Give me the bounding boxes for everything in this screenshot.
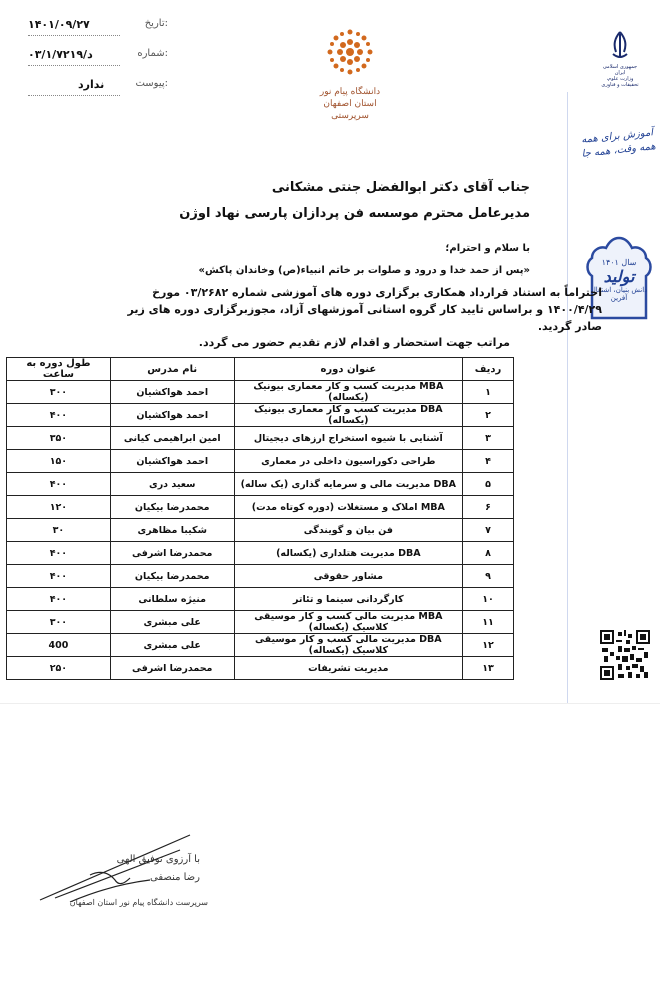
- row-title: MBA املاک و مستغلات (دوره کوتاه مدت): [234, 496, 462, 519]
- col-header-title: عنوان دوره: [234, 358, 462, 381]
- row-title: MBA مدیریت مالی کسب و کار موسیقی کلاسیک (یکساله): [234, 611, 462, 634]
- courses-table: [6, 357, 514, 680]
- number-label: شماره:: [137, 48, 168, 59]
- row-hours: ۴۰۰: [7, 542, 111, 565]
- emblem-line1: جمهوری اسلامی ایران: [602, 64, 638, 76]
- row-hours: ۳۰۰: [7, 381, 111, 404]
- row-hours: ۴۰۰: [7, 473, 111, 496]
- table-row: [7, 519, 514, 542]
- row-index: ۳: [463, 427, 514, 450]
- row-title: DBA مدیریت کسب و کار معماری بیونیک (یکساله): [234, 404, 462, 427]
- row-index: ۵: [463, 473, 514, 496]
- table-row: [7, 473, 514, 496]
- number-dots: [28, 65, 120, 66]
- row-hours: 400: [7, 634, 111, 657]
- row-hours: ۳۰: [7, 519, 111, 542]
- year-sub: دانش بنیان، اشتغال آفرین: [590, 286, 648, 302]
- number-value: ۰۳/۱/د/۷۲۱۹: [28, 48, 93, 61]
- table-row: [7, 634, 514, 657]
- table-row: [7, 542, 514, 565]
- table-row: [7, 404, 514, 427]
- paragraph-main: احتراماً به استناد قرارداد همکاری برگزاری دوره های آموزشی شماره ۰۳/۲۶۸۲ مورخ ۱۴۰۰/۴/۲۹ و براساس تایید کار گروه استانی آموزشهای آزاد، مجوزبرگزاری دوره های زیر صادر گردید.: [127, 286, 602, 333]
- slogan: [577, 126, 659, 162]
- row-index: ۱۳: [463, 657, 514, 680]
- slogan-line2: همه وقت، همه جا: [581, 141, 657, 160]
- signature-line1: با آرزوی توفیق الهی: [116, 854, 200, 865]
- row-index: ۱۱: [463, 611, 514, 634]
- table-row: [7, 496, 514, 519]
- row-title: فن بیان و گویندگی: [234, 519, 462, 542]
- university-logo: [310, 22, 390, 142]
- table-row: [7, 611, 514, 634]
- row-hours: ۴۰۰: [7, 588, 111, 611]
- row-index: ۷: [463, 519, 514, 542]
- logo-line2: استان اصفهان: [323, 99, 377, 109]
- row-index: ۱۰: [463, 588, 514, 611]
- row-teacher: شکیبا مظاهری: [110, 519, 234, 542]
- table-row: [7, 450, 514, 473]
- logo-line3: سرپرستی: [331, 111, 369, 121]
- row-title: مدیریت تشریفات: [234, 657, 462, 680]
- row-title: کارگردانی سینما و تئاتر: [234, 588, 462, 611]
- row-title: MBA مدیریت کسب و کار معماری بیونیک (یکساله): [234, 381, 462, 404]
- date-value: ۱۴۰۱/۰۹/۲۷: [28, 18, 90, 31]
- page-divider: [0, 703, 660, 704]
- date-row: [28, 18, 168, 38]
- table-row: [7, 565, 514, 588]
- signature-title: سرپرست دانشگاه پیام نور استان اصفهان: [69, 898, 208, 907]
- attachment-row: [28, 78, 168, 98]
- row-teacher: احمد هواکشیان: [110, 404, 234, 427]
- row-index: ۱۲: [463, 634, 514, 657]
- table-header-row: [7, 358, 514, 381]
- row-teacher: سعید دری: [110, 473, 234, 496]
- row-teacher: محمدرضا اشرفی: [110, 542, 234, 565]
- recipient-title: مدیرعامل محترم موسسه فن پردازان پارسی نهاد اوژن: [179, 206, 530, 221]
- paragraph-closing: مراتب جهت استحضار و اقدام لازم تقدیم حضور می گردد.: [198, 336, 510, 349]
- number-row: [28, 48, 168, 68]
- date-dots: [28, 35, 120, 36]
- attachment-label: پیوست:: [135, 78, 168, 89]
- row-title: آشنایی با شیوه استخراج ارزهای دیجیتال: [234, 427, 462, 450]
- row-hours: ۴۰۰: [7, 565, 111, 588]
- row-hours: ۴۰۰: [7, 404, 111, 427]
- iran-emblem: [598, 30, 642, 88]
- row-index: ۶: [463, 496, 514, 519]
- col-header-hours: طول دوره به ساعت: [7, 358, 111, 381]
- logo-line1: دانشگاه پیام نور: [319, 87, 381, 97]
- row-hours: ۲۵۰: [7, 657, 111, 680]
- row-title: DBA مدیریت هتلداری (یکساله): [234, 542, 462, 565]
- row-hours: ۳۵۰: [7, 427, 111, 450]
- year-label: سال ۱۴۰۱: [601, 258, 637, 267]
- row-index: ۹: [463, 565, 514, 588]
- margin-line: [567, 92, 568, 704]
- year-title: تولید: [603, 267, 635, 286]
- col-header-index: ردیف: [463, 358, 514, 381]
- qr-code-icon: [600, 630, 650, 680]
- slogan-line1: آموزش برای همه: [580, 127, 654, 146]
- row-hours: ۳۰۰: [7, 611, 111, 634]
- row-teacher: محمدرضا بیکیان: [110, 565, 234, 588]
- row-teacher: علی مبشری: [110, 634, 234, 657]
- row-teacher: علی مبشری: [110, 611, 234, 634]
- table-row: [7, 657, 514, 680]
- row-index: ۱: [463, 381, 514, 404]
- greeting: با سلام و احترام؛: [445, 243, 530, 254]
- row-teacher: محمدرضا اشرفی: [110, 657, 234, 680]
- attachment-value: ندارد: [78, 78, 105, 91]
- row-teacher: احمد هواکشیان: [110, 381, 234, 404]
- row-index: ۴: [463, 450, 514, 473]
- recipient-name: جناب آقای دکتر ابوالفضل جنتی مشکانی: [271, 180, 530, 195]
- table-row: [7, 427, 514, 450]
- row-teacher: محمدرضا بیکیان: [110, 496, 234, 519]
- invocation: «پس از حمد خدا و درود و صلوات بر خاتم انبیاء(ص) وخاندان پاکش»: [198, 265, 530, 276]
- row-teacher: امین ابراهیمی کیانی: [110, 427, 234, 450]
- row-title: مشاور حقوقی: [234, 565, 462, 588]
- signature-name: رضا منصفی: [150, 872, 200, 883]
- row-index: ۲: [463, 404, 514, 427]
- row-teacher: منیژه سلطانی: [110, 588, 234, 611]
- col-header-teacher: نام مدرس: [110, 358, 234, 381]
- row-hours: ۱۵۰: [7, 450, 111, 473]
- row-title: طراحی دکوراسیون داخلی در معماری: [234, 450, 462, 473]
- attachment-dots: [28, 95, 120, 96]
- row-hours: ۱۲۰: [7, 496, 111, 519]
- row-teacher: احمد هواکشیان: [110, 450, 234, 473]
- row-title: DBA مدیریت مالی و سرمایه گذاری (یک ساله): [234, 473, 462, 496]
- table-row: [7, 381, 514, 404]
- emblem-icon: [607, 30, 633, 60]
- row-title: DBA مدیریت مالی کسب و کار موسیقی کلاسیک (یکساله): [234, 634, 462, 657]
- emblem-line2: وزارت علوم، تحقیقات و فناوری: [601, 76, 639, 88]
- date-label: تاریخ:: [144, 18, 168, 29]
- row-index: ۸: [463, 542, 514, 565]
- table-row: [7, 588, 514, 611]
- sunflower-logo-icon: [320, 22, 380, 82]
